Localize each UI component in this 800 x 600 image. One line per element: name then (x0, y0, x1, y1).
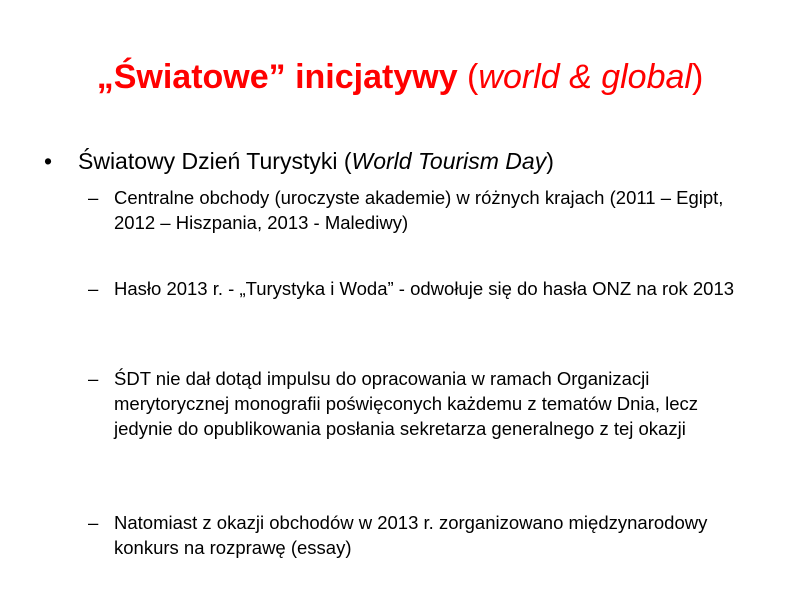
sub-item-essay-contest (88, 510, 748, 560)
slide-title-main: „Światowe” inicjatywy (96, 58, 458, 96)
slide-title-paren-close: ) (691, 58, 704, 96)
slide-title-paren-open: ( (457, 58, 479, 96)
dash-marker: – (88, 187, 99, 208)
sub-item-text: Centralne obchody (uroczyste akademie) w różnych krajach (2011 – Egipt, 2012 – Hiszpania, 2013 - Malediwy) (114, 187, 724, 233)
sub-item-monograph (88, 366, 748, 441)
sub-item-slogan (88, 276, 748, 301)
sub-item-celebrations (88, 185, 748, 235)
bullet-text-close: ) (546, 148, 554, 174)
bullet-text-italic: World Tourism Day (351, 148, 547, 174)
slide-title-italic: world & global (478, 58, 692, 96)
bullet-marker: • (44, 148, 53, 174)
dash-marker: – (88, 368, 99, 389)
sub-item-text: Hasło 2013 r. - „Turystyka i Woda” - odwołuje się do hasła ONZ na rok 2013 (114, 278, 735, 299)
bullet-world-tourism-day (44, 146, 554, 176)
bullet-text: Światowy Dzień Turystyki ( (78, 148, 352, 174)
slide-title (0, 52, 800, 102)
sub-item-text: Natomiast z okazji obchodów w 2013 r. zorganizowano międzynarodowy konkurs na rozprawę (essay) (114, 512, 708, 558)
dash-marker: – (88, 512, 99, 533)
sub-item-text: ŚDT nie dał dotąd impulsu do opracowania w ramach Organizacji merytorycznej monografii poświęconych każdemu z tematów Dnia, lecz jedynie do opublikowania posłania sekretarza generalnego z tej okazji (114, 368, 699, 439)
dash-marker: – (88, 278, 99, 299)
